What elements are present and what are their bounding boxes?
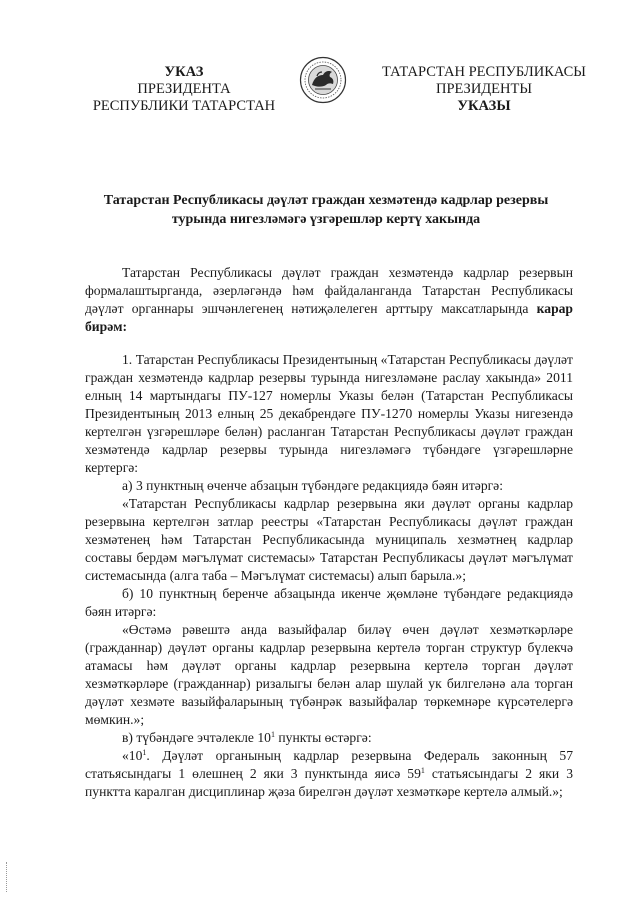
subparagraph-b: б) 10 пунктның беренче абзацында икенче җөмләне түбәндәге редакциядә бәян итәргә:	[85, 586, 573, 619]
subparagraph-c-quote: «$10^1$. Дәүләт органының кадрлар резервына Федераль законның 57 статьясындагы 1 өлешнең 2 яки 3 пунктында яисә $59^1$ статьясындагы 2 яки 3 пунктта каралган дисциплинар җәза бирелгән дәүләт хезмәткәре кертелә алмый.»;	[85, 748, 573, 799]
preamble	[85, 264, 573, 336]
title-line2: турында нигезләмәгә үзгәрешләр кертү хакында	[171, 212, 481, 227]
header-right-line3: УКАЗЫ	[457, 98, 511, 114]
subparagraph-c: в) түбәндәге эчтәлекле $10^1$ пункты өстәргә:	[122, 730, 372, 745]
coat-of-arms-icon	[299, 56, 347, 104]
header-right-line2: ПРЕЗИДЕНТЫ	[435, 81, 533, 97]
header-left-line3: РЕСПУБЛИКИ ТАТАРСТАН	[92, 98, 276, 114]
header-russian	[84, 64, 284, 115]
paragraph-1: 1. Татарстан Республикасы Президентының «Татарстан Республикасы дәүләт граждан хезмәтендә кадрлар резервы турында нигезләмәне раслау хакында» 2011 елның 14 мартындагы ПУ-127 номерлы Указы белән (Татарстан Республикасы Президентының 2013 елның 25 декабрендәге ПУ-1270 номерлы Указы нигезендә кертелгән үзгәрешләре белән) расланган Татарстан Республикасы дәүләт граждан хезмәтендә кадрлар резервы турында нигезләмәгә түбәндәге үзгәрешләрне кертергә:	[85, 352, 573, 475]
decree-body	[85, 351, 573, 801]
header-tatar	[374, 64, 594, 115]
title-line1: Татарстан Республикасы дәүләт граждан хезмәтендә кадрлар резервы	[103, 193, 549, 208]
header-right-line1: ТАТАРСТАН РЕСПУБЛИКАСЫ	[382, 64, 586, 80]
header-left-line1: УКАЗ	[164, 64, 204, 80]
subparagraph-a: а) 3 пунктның өченче абзацын түбәндәге редакциядә бәян итәргә:	[122, 478, 503, 493]
decree-title	[92, 191, 560, 229]
subparagraph-a-quote: «Татарстан Республикасы кадрлар резервына яки дәүләт органы кадрлар резервына кертелгән затлар реестры «Татарстан Республикасы дәүләт граждан хезмәтенең һәм Татарстан Республикасында муниципаль хезмәтнең кадрлар составы бердәм мәгълүмат системасы» Татарстан Республикасы дәүләт мәгълүмат системасында (алга таба – Мәгълүмат системасы) алып барыла.»;	[85, 496, 573, 583]
preamble-resolution: карар бирәм:	[85, 301, 573, 334]
subparagraph-b-quote: «Өстәмә рәвештә анда вазыйфалар биләү өчен дәүләт хезмәткәрләре (гражданнар) дәүләт органы кадрлар резервына кертелә торган структур бүлекчә атамасы һәм дәүләт органы кадрлар резервына кертелә торган дәүләт хезмәткәрләре (гражданнар) ризалыгы белән алар шулай ук билгеләнә ала торган дәүләт хезмәте вазыйфаларының түбәнрәк вазыйфалар төркемнәре күрсәтелергә мөмкин.»;	[85, 622, 573, 727]
scan-margin-mark	[6, 862, 8, 892]
preamble-text: Татарстан Республикасы дәүләт граждан хезмәтендә кадрлар резервын формалаштырганда, әзерләгәндә һәм файдаланганда Татарстан Республикасы дәүләт органнары эшчәнлегенең нәтиҗәлелеген арттыру максатларында	[85, 265, 573, 316]
header-left-line2: ПРЕЗИДЕНТА	[137, 81, 231, 97]
